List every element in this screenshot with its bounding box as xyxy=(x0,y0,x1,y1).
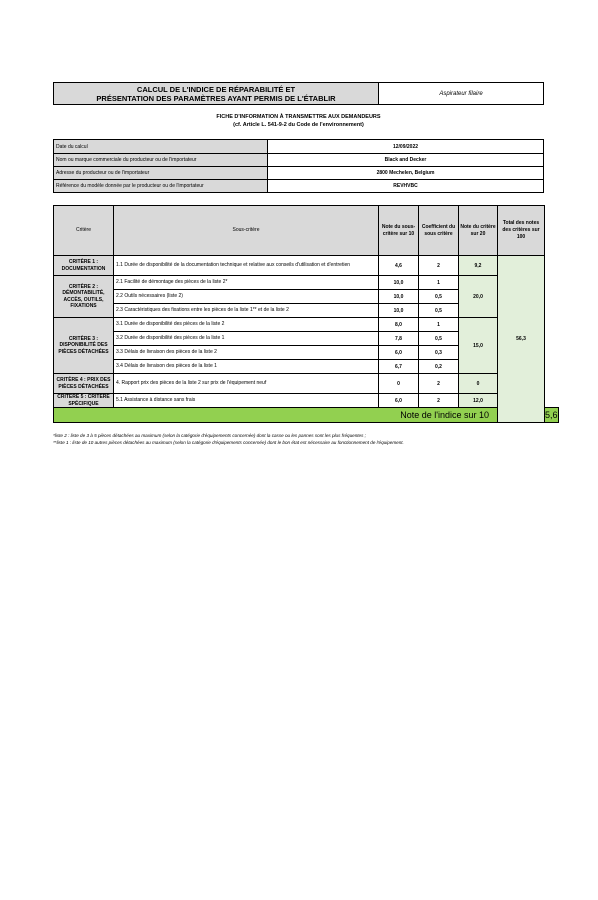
sub-criterion-note: 10,0 xyxy=(379,276,419,290)
sub-criterion-coef: 0,2 xyxy=(419,360,459,374)
total-100: 56,3 xyxy=(498,256,545,423)
sub-criterion-label: 1.1 Durée de disponibilité de la documentation technique et relative aux conseils d'utilisation et d'entretien xyxy=(114,256,379,276)
info-table xyxy=(53,139,544,193)
header-critere: Critère xyxy=(54,206,114,256)
sub-criterion-label: 3.4 Délais de livraison des pièces de la liste 1 xyxy=(114,360,379,374)
criterion-4-note: 0 xyxy=(459,374,498,394)
sub-criterion-note: 0 xyxy=(379,374,419,394)
sub-criterion-coef: 0,5 xyxy=(419,304,459,318)
table-row xyxy=(54,256,559,276)
criterion-2-note: 20,0 xyxy=(459,276,498,318)
sub-criterion-label: 3.1 Durée de disponibilité des pièces de la liste 2 xyxy=(114,318,379,332)
final-score-label: Note de l'indice sur 10 xyxy=(54,408,498,423)
scores-table xyxy=(53,205,559,423)
title-cell xyxy=(54,83,379,104)
sub-criterion-coef: 1 xyxy=(419,276,459,290)
info-label: Adresse du producteur ou de l'importateur xyxy=(54,167,268,179)
info-value: 2800 Mechelen, Belgium xyxy=(376,170,435,176)
info-value: REVHVBC xyxy=(393,183,418,189)
info-row-reference xyxy=(54,179,543,192)
sub-criterion-note: 7,8 xyxy=(379,332,419,346)
sub-criterion-label: 3.3 Délais de livraison des pièces de la liste 2 xyxy=(114,346,379,360)
criterion-1-name: CRITÈRE 1 : DOCUMENTATION xyxy=(54,256,114,276)
title-table xyxy=(53,82,544,105)
sub-criterion-label: 3.2 Durée de disponibilité des pièces de la liste 1 xyxy=(114,332,379,346)
header-row xyxy=(54,206,559,256)
criterion-3-note: 15,0 xyxy=(459,318,498,374)
footnote-liste-1: **liste 1 : liste de 10 autres pièces détachées au maximum (selon la catégorie d'équipements concernée) dont le bon état est nécessaire au fonctionnement de l'équipement. xyxy=(53,440,404,445)
table-row xyxy=(54,394,559,408)
criterion-2-name: CRITÈRE 2 : DÉMONTABILITÉ, ACCÈS, OUTILS, FIXATIONS xyxy=(54,276,114,318)
title-line-2: PRÉSENTATION DES PARAMÈTRES AYANT PERMIS DE L'ÉTABLIR xyxy=(96,93,336,103)
sub-criterion-coef: 1 xyxy=(419,318,459,332)
footnotes xyxy=(53,432,544,446)
sub-criterion-label: 2.2 Outils nécessaires (liste 2) xyxy=(114,290,379,304)
info-label: Référence du modèle donnée par le producteur ou de l'importateur xyxy=(54,180,268,192)
footnote-liste-2: *liste 2 : liste de 3 à 5 pièces détachées au maximum (selon la catégorie d'équipements concernée) dont la casse ou les pannes sont les plus fréquentes ; xyxy=(53,433,366,438)
sub-criterion-coef: 2 xyxy=(419,256,459,276)
criterion-1-note: 9,2 xyxy=(459,256,498,276)
sub-criterion-note: 10,0 xyxy=(379,290,419,304)
sub-criterion-note: 8,0 xyxy=(379,318,419,332)
table-row xyxy=(54,276,559,290)
header-note-sous: Note du sous-critère sur 10 xyxy=(379,206,419,256)
header-sous-critere: Sous-critère xyxy=(114,206,379,256)
sub-criterion-note: 6,0 xyxy=(379,346,419,360)
info-row-brand xyxy=(54,153,543,166)
header-note-critere: Note du critère sur 20 xyxy=(459,206,498,256)
sub-criterion-coef: 0,5 xyxy=(419,332,459,346)
fiche-heading xyxy=(53,113,544,129)
header-total: Total des notes des critères sur 100 xyxy=(498,206,545,256)
fiche-line-2: (cf. Article L. 541-9-2 du Code de l'environnement) xyxy=(233,122,364,128)
header-coefficient: Coefficient du sous critère xyxy=(419,206,459,256)
title-line-1: CALCUL DE L'INDICE DE RÉPARABILITÉ ET xyxy=(136,84,296,94)
product-type: Aspirateur filaire xyxy=(439,90,483,97)
final-score-value: 5,6 xyxy=(545,408,559,423)
sub-criterion-coef: 0,3 xyxy=(419,346,459,360)
sub-criterion-coef: 2 xyxy=(419,374,459,394)
info-value: 12/09/2022 xyxy=(392,143,419,150)
criterion-4-name: CRITÈRE 4 : PRIX DES PIÈCES DÉTACHÉES xyxy=(54,374,114,394)
table-row xyxy=(54,318,559,332)
sub-criterion-note: 4,6 xyxy=(379,256,419,276)
criterion-5-note: 12,0 xyxy=(459,394,498,408)
info-row-address xyxy=(54,166,543,179)
sub-criterion-note: 10,0 xyxy=(379,304,419,318)
sub-criterion-label: 5.1 Assistance à distance sans frais xyxy=(114,394,379,408)
sub-criterion-label: 2.3 Caractéristiques des fixations entre les pièces de la liste 1** et de la liste 2 xyxy=(114,304,379,318)
sub-criterion-note: 6,7 xyxy=(379,360,419,374)
sub-criterion-coef: 0,5 xyxy=(419,290,459,304)
sub-criterion-note: 6,0 xyxy=(379,394,419,408)
final-row xyxy=(54,408,559,423)
sub-criterion-label: 2.1 Facilité de démontage des pièces de la liste 2* xyxy=(114,276,379,290)
sub-criterion-label: 4. Rapport prix des pièces de la liste 2 sur prix de l'équipement neuf xyxy=(114,374,379,394)
info-label: Date du calcul xyxy=(54,140,268,153)
fiche-line-1: FICHE D'INFORMATION À TRANSMETTRE AUX DEMANDEURS xyxy=(216,114,381,120)
info-row-date xyxy=(54,140,543,153)
info-value: Black and Decker xyxy=(384,157,427,163)
info-label: Nom ou marque commerciale du producteur ou de l'importateur xyxy=(54,154,268,166)
sub-criterion-coef: 2 xyxy=(419,394,459,408)
criterion-3-name: CRITÈRE 3 : DISPONIBILITÉ DES PIÈCES DÉTACHÉES xyxy=(54,318,114,374)
table-row xyxy=(54,374,559,394)
criterion-5-name: CRITÈRE 5 : CRITÈRE SPÉCIFIQUE xyxy=(54,394,114,408)
